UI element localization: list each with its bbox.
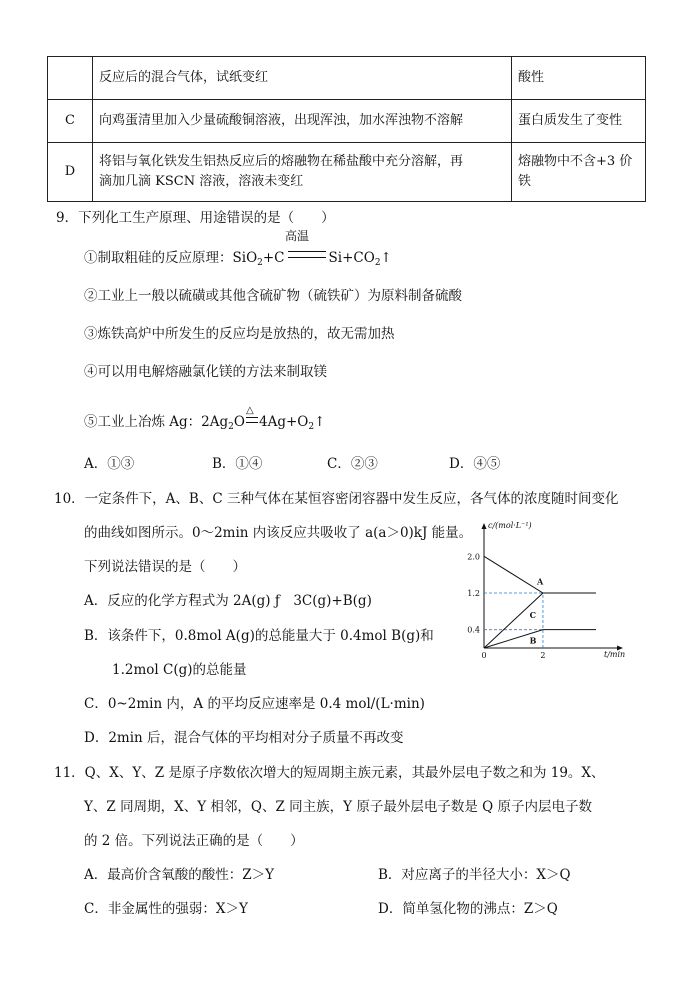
q9-item1-prefix: ①制取粗硅的反应原理：SiO <box>84 250 258 266</box>
q11-option-a: A．最高价含氧酸的酸性：Z＞Y <box>84 867 275 883</box>
q10-stem-line2: 的曲线如图所示。0～2min 内该反应共吸收了 a(a＞0)kJ 能量。 <box>84 525 473 541</box>
q10-stem-line3: 下列说法错误的是（ ） <box>84 559 246 575</box>
q9-option-c: C．②③ <box>327 456 378 472</box>
q9-item-4: ④可以用电解熔融氯化镁的方法来制取镁 <box>84 364 327 380</box>
q9-option-d: D．④⑤ <box>449 456 501 472</box>
up-arrow-icon: ↑ <box>380 250 392 266</box>
chart-layer <box>467 521 625 658</box>
row-label: D <box>48 143 93 202</box>
q9-item1-mid: +C <box>262 250 285 266</box>
q9-item5-prefix: ⑤工业上冶炼 Ag：2Ag <box>84 414 229 430</box>
concentration-chart <box>452 518 627 658</box>
q9-item-1 <box>84 246 392 268</box>
q11-option-b: B．对应离子的半径大小：X＞Q <box>378 867 571 883</box>
row-conclusion: 酸性 <box>512 57 646 100</box>
heat-triangle-icon: △ <box>245 405 254 416</box>
row-description <box>93 143 512 202</box>
x-tick-label: 0 <box>481 651 487 658</box>
q9-item-3: ③炼铁高炉中所发生的反应均是放热的，故无需加热 <box>84 326 395 342</box>
subscript: 2 <box>257 258 263 268</box>
q11-option-c: C．非金属性的强弱：X＞Y <box>84 901 248 917</box>
q10-option-b-line1: B．该条件下，0.8mol A(g)的总能量大于 0.4mol B(g)和 <box>84 628 434 644</box>
q11-option-d: D．简单氢化物的沸点：Z＞Q <box>378 901 558 917</box>
q9-condition-label: 高温 <box>285 229 310 243</box>
row-description: 向鸡蛋清里加入少量硫酸铜溶液，出现浑浊，加水浑浊物不溶解 <box>93 100 512 143</box>
row-conclusion: 蛋白质发生了变性 <box>512 100 646 143</box>
q10-stem-line1: 10．一定条件下，A、B、C 三种气体在某恒容密闭容器中发生反应，各气体的浓度随时间变化 <box>54 491 619 507</box>
subscript: 2 <box>374 258 381 268</box>
row-description-line: 将铝与氧化铁发生铝热反应后的熔融物在稀盐酸中充分溶解，再 <box>99 154 464 169</box>
table-row <box>48 57 646 100</box>
table-row <box>48 100 646 143</box>
row-conclusion <box>512 143 646 202</box>
up-arrow-icon: ↑ <box>314 414 326 430</box>
heat-condition <box>245 405 259 430</box>
q9-item5-suffix: 4Ag+O <box>258 414 309 430</box>
table-row <box>48 143 646 202</box>
q10-option-c: C．0~2min 内，A 的平均反应速率是 0.4 mol/(L·min) <box>84 696 425 712</box>
q9-item-5 <box>84 405 326 432</box>
subscript: 2 <box>228 422 234 432</box>
equals-sign <box>288 251 326 258</box>
x-tick-label: 2 <box>540 651 546 658</box>
q9-option-a: A．①③ <box>84 456 135 472</box>
y-tick-label: 0.4 <box>467 625 480 635</box>
series-label-b: B <box>529 635 537 646</box>
y-tick-label: 1.2 <box>467 589 480 598</box>
subscript: 2 <box>308 422 315 432</box>
q9-item1-suffix: Si+CO <box>328 250 375 266</box>
x-axis-label: t/min <box>604 650 626 658</box>
series-label-c: C <box>529 610 537 620</box>
q11-stem-line2: Y、Z 同周期，X、Y 相邻，Q、Z 同主族，Y 原子最外层电子数是 Q 原子内层电子数 <box>84 799 592 815</box>
row-conclusion-line: 铁 <box>518 174 532 189</box>
q11-stem-line3: 的 2 倍。下列说法正确的是（ ） <box>84 833 304 849</box>
q9-stem: 9．下列化工生产原理、用途错误的是（ ） <box>56 210 335 226</box>
series-line-a <box>484 556 596 593</box>
q10-option-b-line2: 1.2mol C(g)的总能量 <box>112 662 247 678</box>
row-description: 反应后的混合气体，试纸变红 <box>93 57 512 100</box>
row-conclusion-line: 熔融物中不含+3 价 <box>518 154 633 169</box>
y-axis-arrow-icon <box>482 523 487 529</box>
series-line-c <box>484 593 596 648</box>
q11-stem-line1: 11．Q、X、Y、Z 是原子序数依次增大的短周期主族元素，其最外层电子数之和为 19。X、 <box>54 765 605 781</box>
y-tick-label: 2.0 <box>467 552 480 562</box>
q9-option-b: B．①④ <box>212 456 263 472</box>
options-table <box>47 56 646 202</box>
row-label <box>48 57 93 100</box>
equals-sign <box>246 417 258 423</box>
q10-option-a: A．反应的化学方程式为 2A(g) ƒ 3C(g)+B(g) <box>84 593 372 609</box>
y-axis-label: c/(mol·L⁻¹) <box>488 521 532 530</box>
q10-option-d: D．2min 后，混合气体的平均相对分子质量不再改变 <box>84 730 404 746</box>
row-label: C <box>48 100 93 143</box>
q9-item5-o: O <box>233 414 245 430</box>
series-label-a: A <box>537 576 544 587</box>
row-description-line: 滴加几滴 KSCN 溶液，溶液未变红 <box>99 174 304 189</box>
q9-item-2: ②工业上一般以硫磺或其他含硫矿物（硫铁矿）为原料制备硫酸 <box>84 288 462 304</box>
